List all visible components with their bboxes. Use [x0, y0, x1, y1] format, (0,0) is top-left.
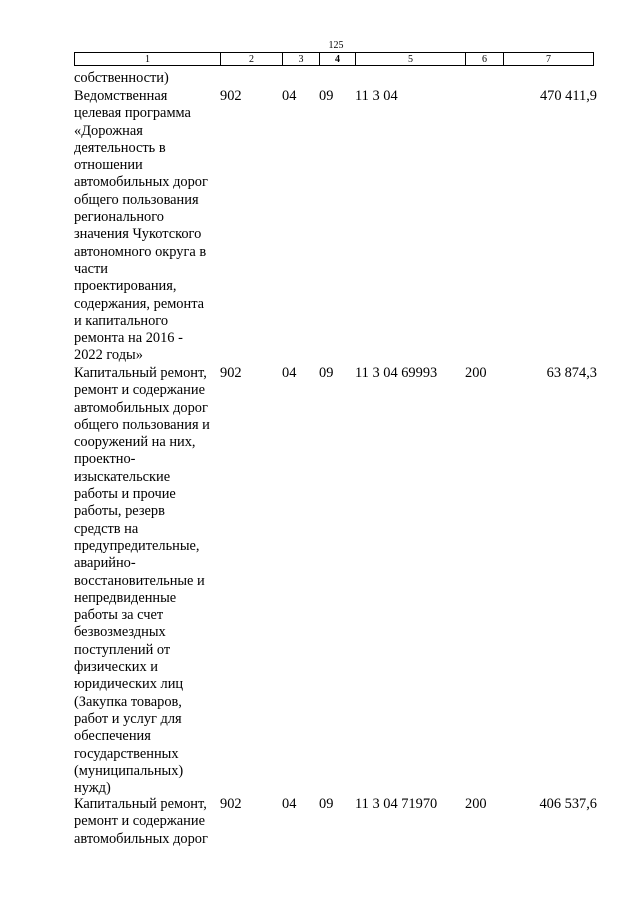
header-col-4: 4 [320, 53, 356, 66]
description-line: восстановительные и [74, 572, 205, 589]
cell-expense-type: 200 [465, 796, 487, 812]
description-line: автономного округа в [74, 243, 207, 260]
description-line: проектирования, [74, 278, 177, 295]
header-col-6: 6 [466, 53, 504, 66]
description-line: автомобильных дорог [74, 174, 208, 191]
cell-target-article: 11 3 04 71970 [355, 796, 438, 812]
description-line: аварийно- [74, 555, 136, 572]
header-col-2: 2 [221, 53, 283, 66]
description-line: поступлений от [74, 641, 171, 658]
header-col-1: 1 [75, 53, 221, 66]
description-line: деятельность в [74, 139, 166, 156]
page-number: 125 [328, 40, 344, 51]
description-line: предупредительные, [74, 537, 200, 554]
description-line: изыскательские [74, 468, 171, 485]
description-line: Капитальный ремонт, [74, 365, 207, 381]
description-line: значения Чукотского [74, 226, 202, 243]
cell-description [74, 365, 224, 797]
description-line: средств на [74, 520, 139, 537]
cell-expense-type: 200 [465, 365, 487, 381]
cell-description [74, 88, 224, 365]
cell-target-article: 11 3 04 [355, 88, 398, 104]
cell-amount: 470 411,9 [539, 88, 597, 104]
description-line: работы и прочие [74, 486, 176, 503]
description-line: ремонта на 2016 - [74, 330, 183, 347]
description-line: нужд) [74, 780, 111, 797]
cell-ministry-code: 902 [220, 88, 242, 104]
description-line: ремонт и содержание [74, 813, 205, 830]
description-line: общего пользования и [74, 416, 210, 433]
description-line: обеспечения [74, 728, 151, 745]
description-line: ремонт и содержание [74, 382, 205, 399]
description-line: 2022 годы» [74, 347, 143, 364]
cell-subsection: 09 [319, 796, 334, 812]
description-line: юридических лиц [74, 676, 184, 693]
description-line: автомобильных дорог [74, 830, 208, 847]
header-col-3: 3 [283, 53, 320, 66]
description-line: государственных [74, 745, 179, 762]
description-line: (муниципальных) [74, 762, 184, 779]
cell-section: 04 [282, 365, 297, 381]
description-line: безвозмездных [74, 624, 166, 641]
header-col-7: 7 [504, 53, 594, 66]
cell-description [74, 70, 224, 87]
cell-amount: 406 537,6 [539, 796, 597, 812]
description-line: Капитальный ремонт, [74, 796, 207, 812]
description-line: регионального [74, 209, 164, 226]
table-header [74, 52, 594, 66]
cell-ministry-code: 902 [220, 365, 242, 381]
cell-description [74, 796, 224, 848]
description-line: проектно- [74, 451, 136, 468]
description-line: части [74, 260, 109, 277]
description-line: собственности) [74, 70, 169, 86]
cell-section: 04 [282, 796, 297, 812]
description-line: и капитального [74, 312, 169, 329]
cell-target-article: 11 3 04 69993 [355, 365, 438, 381]
description-line: сооружений на них, [74, 434, 196, 451]
description-line: общего пользования [74, 191, 199, 208]
header-col-5: 5 [356, 53, 466, 66]
cell-subsection: 09 [319, 88, 334, 104]
description-line: Ведомственная [74, 88, 168, 104]
cell-section: 04 [282, 88, 297, 104]
description-line: автомобильных дорог [74, 399, 208, 416]
description-line: целевая программа [74, 105, 191, 122]
description-line: непредвиденные [74, 589, 177, 606]
description-line: отношении [74, 157, 143, 174]
description-line: работы за счет [74, 607, 164, 624]
description-line: содержания, ремонта [74, 295, 205, 312]
description-line: работы, резерв [74, 503, 165, 520]
description-line: физических и [74, 659, 158, 676]
description-line: работ и услуг для [74, 710, 182, 727]
description-line: (Закупка товаров, [74, 693, 182, 710]
description-line: «Дорожная [74, 122, 143, 139]
cell-subsection: 09 [319, 365, 334, 381]
cell-amount: 63 874,3 [546, 365, 597, 381]
cell-ministry-code: 902 [220, 796, 242, 812]
